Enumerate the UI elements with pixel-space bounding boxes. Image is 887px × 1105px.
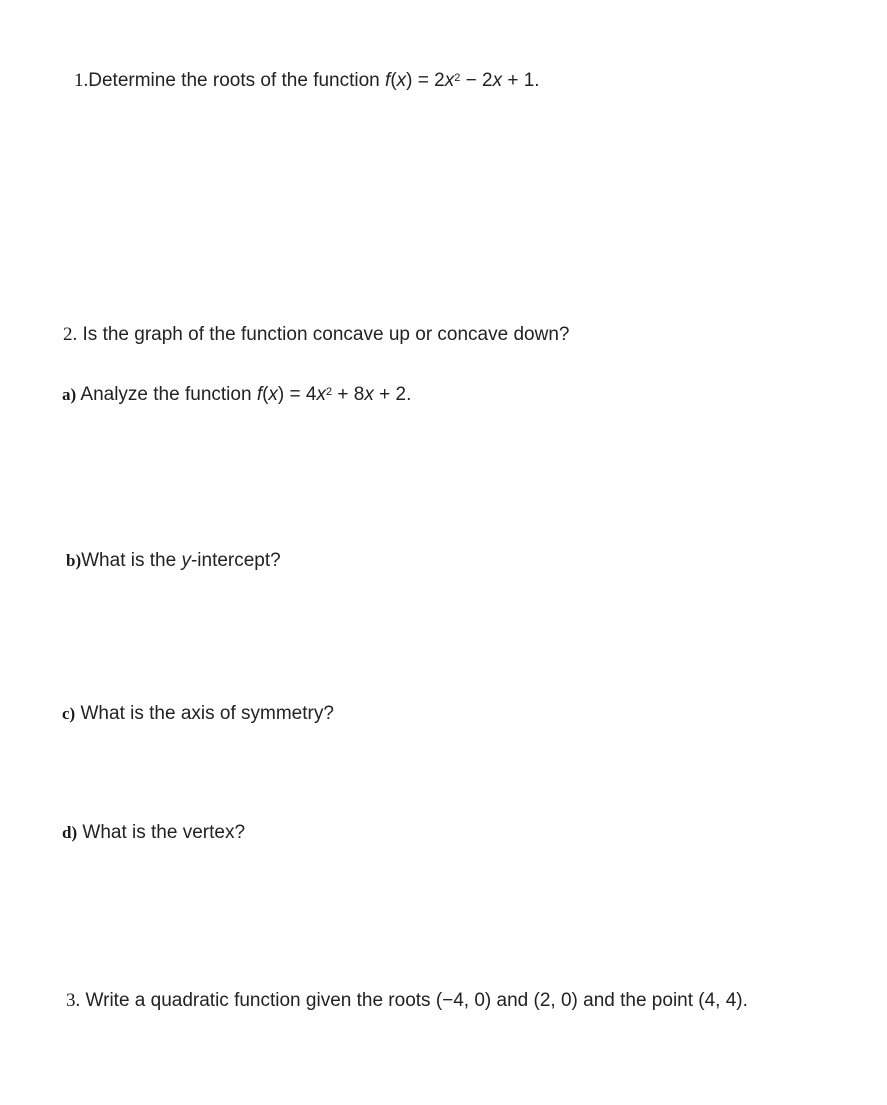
- sub-question-label: b): [66, 551, 82, 570]
- question-2: [63, 323, 569, 347]
- expression-part: = 4: [284, 384, 317, 405]
- question-2b: [66, 549, 281, 573]
- italic-term: y: [181, 550, 191, 571]
- expression-variable: x: [444, 70, 455, 91]
- question-2d: [62, 821, 245, 845]
- question-2c: [62, 702, 334, 726]
- question-text: Write a quadratic function given the roots (−4, 0) and (2, 0) and the point (4, 4).: [85, 990, 748, 1011]
- function-variable: x: [396, 70, 407, 91]
- exponent: 2: [325, 386, 333, 398]
- expression-variable: x: [316, 384, 326, 405]
- sub-question-label: c): [62, 704, 76, 723]
- expression-part: + 2.: [373, 384, 412, 405]
- question-number: 1.: [74, 70, 89, 91]
- question-text: Is the graph of the function concave up or concave down?: [82, 324, 570, 345]
- function-variable: x: [268, 384, 278, 405]
- expression-part: = 2: [412, 70, 445, 91]
- question-1: 1.Determine the roots of the function $f(x) = 2x^2 - 2x + 1$.: [74, 70, 540, 91]
- question-number: 2.: [63, 324, 78, 345]
- function-name: f: [256, 384, 263, 405]
- expression-variable: x: [364, 384, 374, 405]
- question-text: What is the vertex?: [82, 822, 246, 843]
- question-text: What is the axis of symmetry?: [80, 703, 334, 724]
- sub-question-label: a): [62, 385, 77, 404]
- exponent: 2: [454, 72, 461, 84]
- question-text: -intercept?: [190, 550, 281, 571]
- question-text: Analyze the function: [80, 384, 252, 405]
- sub-question-label: d): [62, 823, 78, 842]
- question-text: What is the: [81, 550, 177, 571]
- question-2a: a) Analyze the function $f(x) = 4x^2 + 8x + 2$.: [62, 384, 412, 405]
- expression-part: − 2: [460, 70, 493, 91]
- expression-variable: x: [492, 70, 503, 91]
- question-text: Determine the roots of the function: [88, 70, 380, 91]
- function-name: f: [385, 70, 391, 91]
- question-3: [66, 989, 748, 1013]
- expression-part: + 8: [332, 384, 365, 405]
- question-number: 3.: [66, 990, 81, 1011]
- expression-part: + 1.: [502, 70, 540, 91]
